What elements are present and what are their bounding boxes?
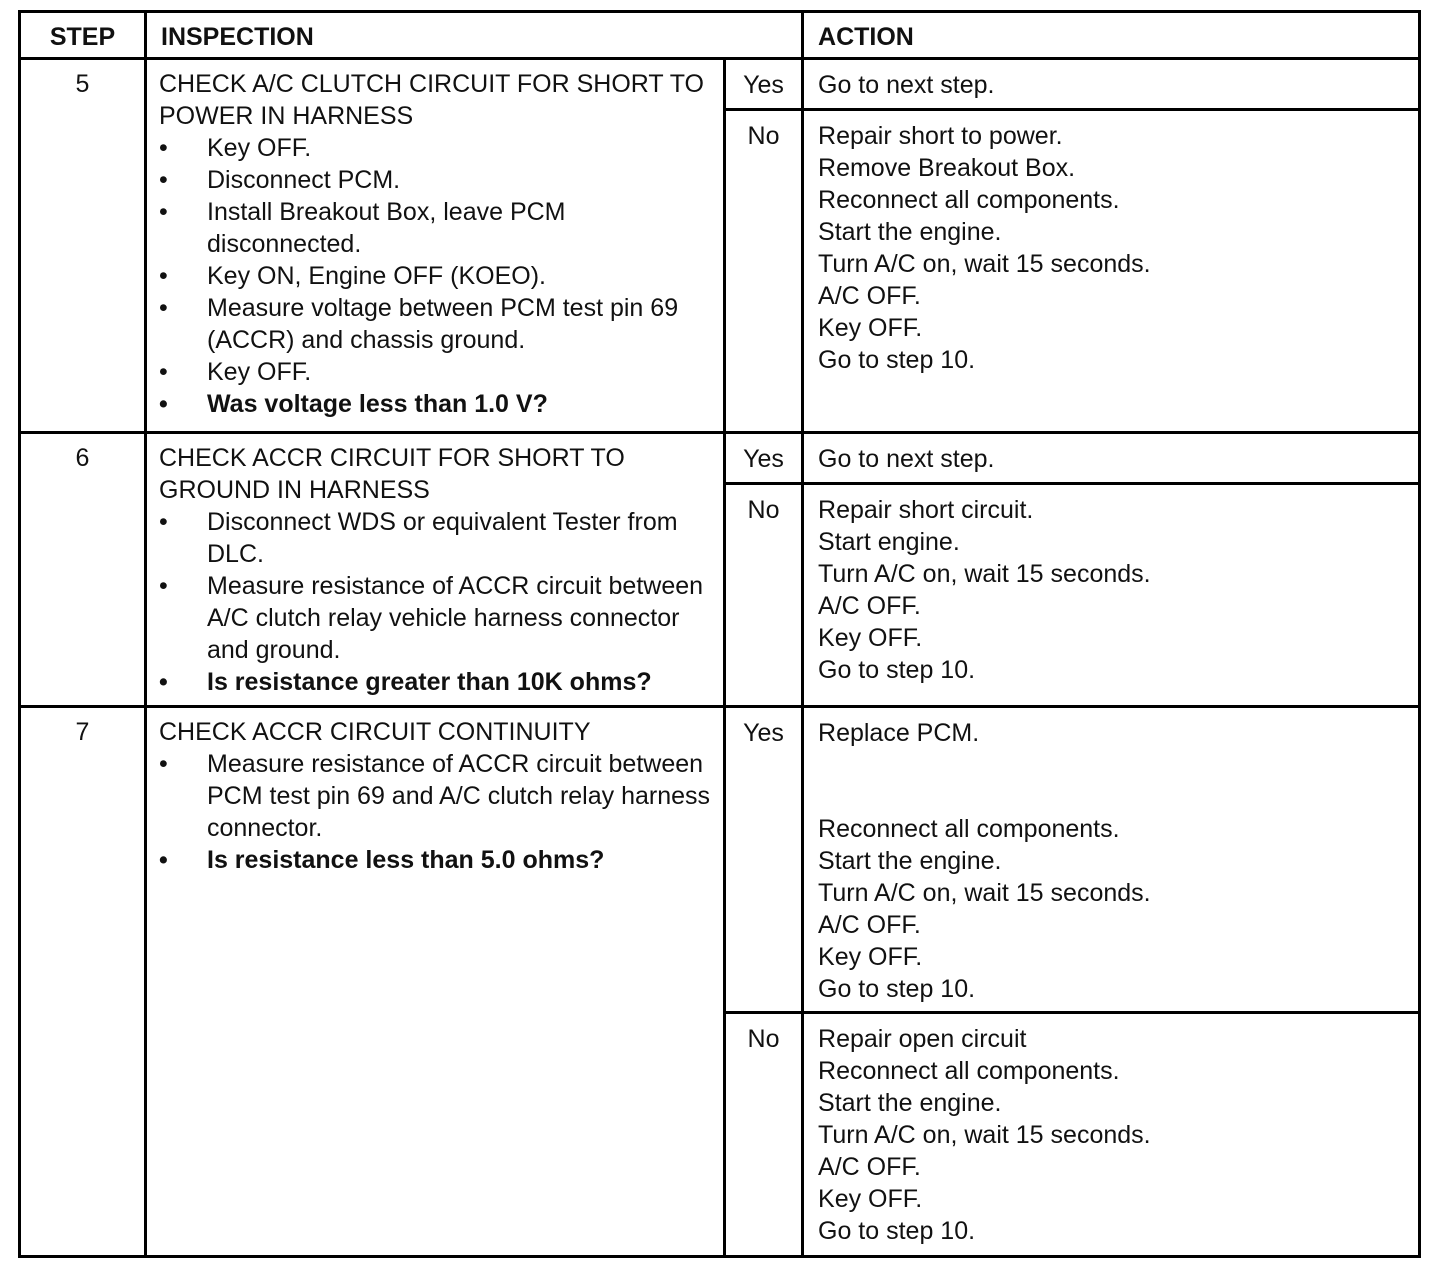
inspection-item-text: Measure resistance of ACCR circuit between A/C clutch relay vehicle harness connector and ground. — [207, 572, 704, 664]
action-line: Key OFF. — [818, 624, 923, 652]
answer-no: No — [725, 1013, 803, 1257]
bullet-icon: • — [159, 294, 168, 322]
inspection-item — [159, 260, 715, 292]
yes-action-cell — [803, 59, 1420, 110]
yes-action-cell — [803, 433, 1420, 484]
inspection-item-text: Key OFF. — [207, 358, 312, 386]
bullet-icon: • — [159, 668, 168, 696]
action-line: A/C OFF. — [818, 911, 921, 939]
inspection-item — [159, 164, 715, 196]
bullet-icon: • — [159, 390, 168, 418]
action-line: Reconnect all components. — [818, 186, 1120, 214]
action-line: Turn A/C on, wait 15 seconds. — [818, 879, 1151, 907]
inspection-question — [159, 666, 715, 698]
action-line: A/C OFF. — [818, 282, 921, 310]
inspection-item — [159, 292, 715, 356]
header-step: STEP — [20, 12, 146, 59]
action-line — [818, 749, 1410, 781]
inspection-cell — [146, 433, 725, 707]
inspection-item-text: Key OFF. — [207, 134, 312, 162]
no-action-cell — [803, 110, 1420, 433]
step-number: 5 — [20, 59, 146, 433]
inspection-question-text: Is resistance less than 5.0 ohms? — [207, 846, 605, 874]
inspection-title: CHECK ACCR CIRCUIT CONTINUITY — [159, 718, 591, 746]
action-line: A/C OFF. — [818, 1153, 921, 1181]
bullet-icon: • — [159, 198, 168, 226]
action-line: Turn A/C on, wait 15 seconds. — [818, 1121, 1151, 1149]
inspection-item-text: Key ON, Engine OFF (KOEO). — [207, 262, 546, 290]
bullet-icon: • — [159, 750, 168, 778]
step-row — [20, 433, 1420, 484]
inspection-question-text: Was voltage less than 1.0 V? — [207, 390, 548, 418]
action-line: A/C OFF. — [818, 592, 921, 620]
inspection-list — [159, 132, 715, 420]
step-number: 6 — [20, 433, 146, 707]
step-number: 7 — [20, 707, 146, 1257]
inspection-question — [159, 844, 715, 876]
inspection-question-text: Is resistance greater than 10K ohms? — [207, 668, 652, 696]
diagnostic-table — [18, 10, 1421, 1258]
action-line: Start the engine. — [818, 1089, 1002, 1117]
action-line: Go to next step. — [818, 71, 995, 99]
inspection-question — [159, 388, 715, 420]
action-line: Replace PCM. — [818, 719, 980, 747]
action-line: Go to step 10. — [818, 346, 976, 374]
action-line: Go to next step. — [818, 445, 995, 473]
action-line — [818, 781, 1410, 813]
inspection-item — [159, 748, 715, 844]
inspection-item-text: Disconnect WDS or equivalent Tester from DLC. — [207, 508, 678, 568]
inspection-cell — [146, 707, 725, 1257]
action-line: Go to step 10. — [818, 1217, 976, 1245]
inspection-item — [159, 570, 715, 666]
inspection-item-text: Measure voltage between PCM test pin 69 (ACCR) and chassis ground. — [207, 294, 679, 354]
inspection-item — [159, 356, 715, 388]
bullet-icon: • — [159, 358, 168, 386]
action-line: Go to step 10. — [818, 656, 976, 684]
no-action-cell — [803, 1013, 1420, 1257]
bullet-icon: • — [159, 134, 168, 162]
action-line: Key OFF. — [818, 1185, 923, 1213]
inspection-item-text: Measure resistance of ACCR circuit between PCM test pin 69 and A/C clutch relay harness connector. — [207, 750, 711, 842]
action-line: Repair short to power. — [818, 122, 1063, 150]
action-line: Start the engine. — [818, 847, 1002, 875]
step-row — [20, 59, 1420, 110]
action-line: Reconnect all components. — [818, 815, 1120, 843]
bullet-icon: • — [159, 166, 168, 194]
inspection-cell — [146, 59, 725, 433]
action-line: Key OFF. — [818, 314, 923, 342]
inspection-item — [159, 132, 715, 164]
action-line: Reconnect all components. — [818, 1057, 1120, 1085]
inspection-item-text: Disconnect PCM. — [207, 166, 401, 194]
no-action-cell — [803, 484, 1420, 707]
action-line: Repair open circuit — [818, 1025, 1027, 1053]
answer-yes: Yes — [725, 707, 803, 1013]
header-action: ACTION — [803, 12, 1420, 59]
action-line: Key OFF. — [818, 943, 923, 971]
action-line: Go to step 10. — [818, 975, 976, 1003]
bullet-icon: • — [159, 262, 168, 290]
answer-no: No — [725, 484, 803, 707]
action-line: Remove Breakout Box. — [818, 154, 1076, 182]
action-line: Start the engine. — [818, 218, 1002, 246]
inspection-item — [159, 506, 715, 570]
table-body — [20, 59, 1420, 1257]
header-row — [20, 12, 1420, 59]
yes-action-cell — [803, 707, 1420, 1013]
bullet-icon: • — [159, 508, 168, 536]
inspection-list — [159, 506, 715, 698]
action-line: Turn A/C on, wait 15 seconds. — [818, 250, 1151, 278]
inspection-item-text: Install Breakout Box, leave PCM disconnected. — [207, 198, 566, 258]
inspection-title: CHECK ACCR CIRCUIT FOR SHORT TO GROUND IN HARNESS — [159, 444, 625, 504]
action-line: Turn A/C on, wait 15 seconds. — [818, 560, 1151, 588]
answer-yes: Yes — [725, 433, 803, 484]
inspection-title: CHECK A/C CLUTCH CIRCUIT FOR SHORT TO POWER IN HARNESS — [159, 70, 704, 130]
step-row — [20, 707, 1420, 1013]
action-line: Repair short circuit. — [818, 496, 1034, 524]
action-line: Start engine. — [818, 528, 960, 556]
answer-no: No — [725, 110, 803, 433]
header-inspection: INSPECTION — [146, 12, 803, 59]
answer-yes: Yes — [725, 59, 803, 110]
bullet-icon: • — [159, 572, 168, 600]
bullet-icon: • — [159, 846, 168, 874]
inspection-list — [159, 748, 715, 876]
inspection-item — [159, 196, 715, 260]
